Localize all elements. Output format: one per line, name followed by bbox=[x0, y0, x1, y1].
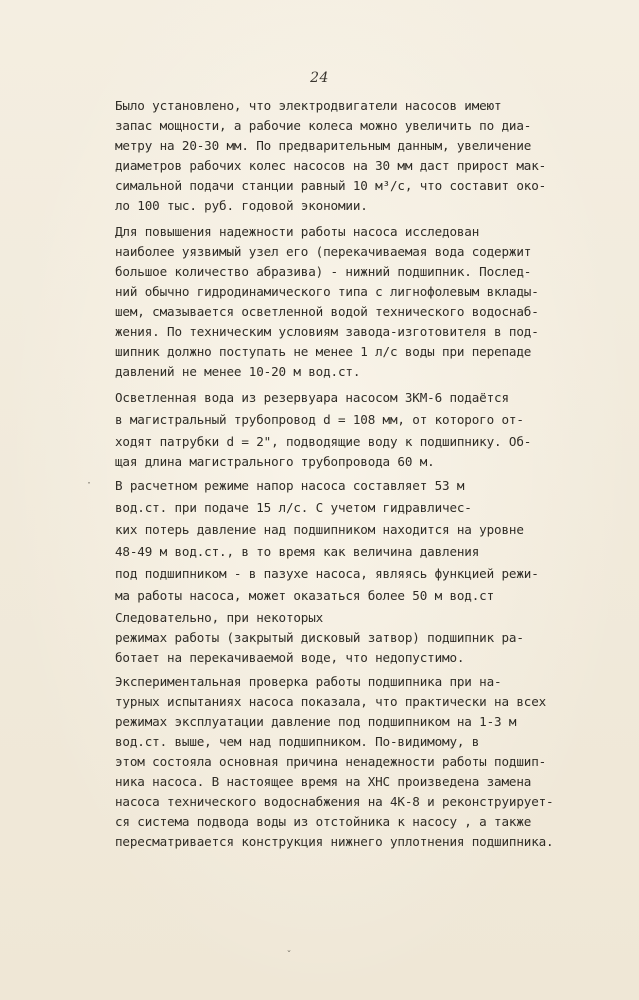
text-line: жения. По техническим условиям завода-изготовителя в под- bbox=[115, 324, 539, 339]
text-line: ботает на перекачиваемой воде, что недопустимо. bbox=[115, 650, 465, 665]
text-line: ний обычно гидродинамического типа с лигнофолевым вклады- bbox=[115, 284, 539, 299]
margin-dot: · bbox=[86, 478, 93, 489]
text-line: запас мощности, а рабочие колеса можно увеличить по диа- bbox=[115, 118, 532, 133]
text-line: под подшипником - в пазухе насоса, являясь функцией режи- bbox=[115, 566, 539, 581]
text-line: 48-49 м вод.ст., в то время как величина давления bbox=[115, 544, 480, 559]
text-line: Для повышения надежности работы насоса исследован bbox=[115, 224, 480, 239]
text-line: шипник должно поступать не менее 1 л/с воды при перепаде bbox=[115, 344, 532, 359]
text-line: В расчетном режиме напор насоса составляет 53 м bbox=[115, 478, 465, 493]
text-line: в магистральный трубопровод d = 108 мм, от которого от- bbox=[115, 412, 524, 427]
text-line: метру на 20-30 мм. По предварительным данным, увеличение bbox=[115, 138, 532, 153]
text-line: режимах работы (закрытый дисковый затвор) подшипник ра- bbox=[115, 630, 524, 645]
text-line: ника насоса. В настоящее время на ХНС произведена замена bbox=[115, 774, 532, 789]
text-line: турных испытаниях насоса показала, что практически на всех bbox=[115, 694, 547, 709]
text-line: симальной подачи станции равный 10 м³/с, что составит око- bbox=[115, 178, 547, 193]
tick-mark: ˇ bbox=[286, 950, 293, 961]
page-number: 24 bbox=[310, 70, 329, 86]
text-line: щая длина магистрального трубопровода 60 м. bbox=[115, 454, 435, 469]
text-line: ло 100 тыс. руб. годовой экономии. bbox=[115, 198, 368, 213]
text-line: вод.ст. выше, чем над подшипником. По-видимому, в bbox=[115, 734, 480, 749]
text-line: Осветленная вода из резервуара насосом ЗКМ-6 подаётся bbox=[115, 390, 509, 405]
text-line: диаметров рабочих колес насосов на 30 мм даст прирост мак- bbox=[115, 158, 547, 173]
text-line: Было установлено, что электродвигатели насосов имеют bbox=[115, 98, 502, 113]
text-line: насоса технического водоснабжения на 4К-8 и реконструирует- bbox=[115, 794, 554, 809]
text-line: режимах эксплуатации давление под подшипником на 1-3 м bbox=[115, 714, 517, 729]
text-line: наиболее уязвимый узел его (перекачиваемая вода содержит bbox=[115, 244, 532, 259]
text-line: ких потерь давление над подшипником находится на уровне bbox=[115, 522, 524, 537]
text-line: Экспериментальная проверка работы подшипника при на- bbox=[115, 674, 502, 689]
text-line: шем, смазывается осветленной водой технического водоснаб- bbox=[115, 304, 539, 319]
text-line: ма работы насоса, может оказаться более 50 м вод.ст bbox=[115, 588, 495, 603]
text-line: ся система подвода воды из отстойника к насосу , а также bbox=[115, 814, 532, 829]
text-line: Следовательно, при некоторых bbox=[115, 610, 324, 625]
text-line: пересматривается конструкция нижнего уплотнения подшипника. bbox=[115, 834, 554, 849]
text-line: ходят патрубки d = 2", подводящие воду к подшипнику. Об- bbox=[115, 434, 532, 449]
text-line: вод.ст. при подаче 15 л/с. С учетом гидравличес- bbox=[115, 500, 472, 515]
text-line: большое количество абразива) - нижний подшипник. Послед- bbox=[115, 264, 532, 279]
text-line: давлений не менее 10-20 м вод.ст. bbox=[115, 364, 361, 379]
text-line: этом состояла основная причина ненадежности работы подшип- bbox=[115, 754, 547, 769]
